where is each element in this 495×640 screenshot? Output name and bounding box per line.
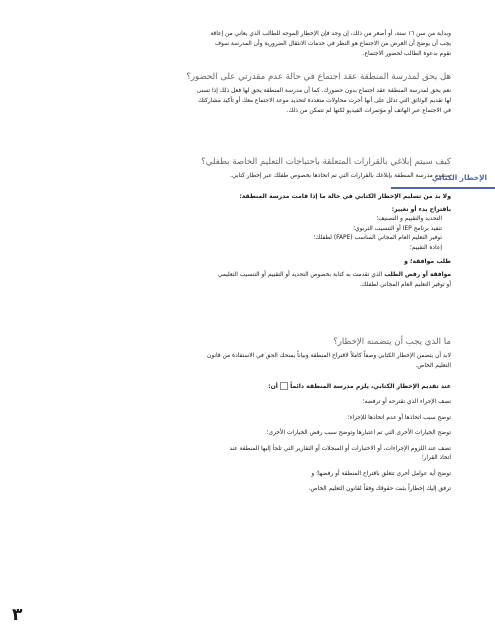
body-line: التعليم الخاص. [415,363,451,369]
list-item: تصف الإجراء الذي تقترحه أو ترفضه؛ [362,399,451,405]
intro-line: يجب أن يوضح أن الغرض من الاجتماع هو النظر في خدمات الانتقال الضرورية وأن المدرسة سوف [214,41,451,47]
list-item: إعادة التقييم؛ [409,244,442,251]
heading-notification: كيف سيتم إبلاغي بالقرارات المتعلقة باحتياجات التعليم الخاصة بطفلي؟ [201,157,451,167]
intro-paragraph [46,29,451,59]
list-item: توفير التعليم العام المجاني المناسب (FAPE) لطفلك؛ [313,235,442,241]
refuse-line [46,270,451,280]
list-item: ترفق إليك إخطاراً يثبت حقوقك وفقاً لقانون التعليم الخاص. [308,486,451,492]
list-item: توضح سبب اتخاذها أو عدم اتخاذها للإجراء؛ [347,414,451,421]
heading-requirements-a: عند تقديم الإخطار الكتابي، يلزم مدرسة المنطقة دائماً [290,383,451,390]
section-delivery [46,192,451,290]
section-notification [46,156,451,181]
section-title-rule [391,187,495,189]
list-item: تنفيذ برنامج IEP أو التنسيب التربوي؛ [353,225,442,232]
list-item: توضح الخيارات الأخرى التي تم اعتبارها وتوضح سبب رفض الخيارات الأخرى؛ [266,430,451,436]
section-contents [46,336,451,371]
body-line: نعم يحق لمدرسة المنطقة عقد اجتماع بدون حضورك. كما أن مدرسة المنطقة يحق لها فعل ذلك إذا تسنى [196,88,451,94]
intro-line: وبداية من سن ١٦ سنة، أو أصغر من ذلك، إن وجد فإن الإخطار الموجه للطالب الذي يعاني من إعاقة [210,31,451,37]
heading-requirements-b: أن: [268,383,278,390]
list-item: التحديد والتقييم و التصنيف؛ [376,216,442,222]
heading-contents: ما الذي يجب أن يتضمنه الإخطار؟ [333,337,451,347]
refuse-line-cont: أو توفير التعليم العام المجاني لطفلك. [359,282,451,288]
section-requirements [46,382,451,495]
checkbox-icon [280,382,288,390]
body-line: لها تقديم الوثائق التي تدلل على أنها أجرت محاولات متعددة لتحديد موعد الاجتماع معك أو تأكيد مشاركتك [198,98,451,104]
section-attendance [46,71,451,116]
list-item-cont: اتخاذ القرار؛ [421,455,451,461]
body-line: ستقوم مدرسة المنطقة بإبلاغك بالقرارات التي تم اتخاذها بخصوص طفلك عبر إخطار كتابي. [230,173,451,179]
body-line: في الاجتماع عبر الهاتف أو مؤتمرات الفيديو لكنها لم تتمكن من ذلك. [286,108,451,114]
consent-label: طلب موافقة؛ و [404,258,451,265]
section-title: الإخطار الكتابي [431,173,487,182]
heading-attendance: هل يحق لمدرسة المنطقة عقد اجتماع في حالة عدم مقدرتي على الحضور؟ [186,72,451,82]
page-number: ٣ [12,605,23,625]
heading-requirements [46,382,451,392]
intro-line: تقوم بدعوة الطالب لحضور الاجتماع. [362,51,451,57]
heading-delivery: ولا بد من تسليم الإخطار الكتابي في حالة ما إذا قامت مدرسة المنطقة: [239,193,451,200]
propose-label: باقتراح بدء أو تغيير: [391,206,451,213]
body-line: لابد أن يتضمن الإخطار الكتابي وصفاً كاملاً لاقتراح المنطقة وبياناً يمنحك الحق في الاستفادة من قانون [207,353,451,359]
refuse-text: الذي تقدمت به كتابة بخصوص التحديد أو التقييم أو التنسيب التعليمي [217,272,385,278]
list-item: توضح أية عوامل أخرى تتعلق باقتراح المنطقة أو رفضها؛ و [311,470,451,477]
list-item: تصف عند اللزوم الإجراءات، أو الاختبارات أو السجلات أو التقارير التي تلجأ إليها المنطقة عند [229,445,451,452]
refuse-label: موافقة أو رفض الطلب [384,272,451,278]
propose-list [46,215,451,253]
